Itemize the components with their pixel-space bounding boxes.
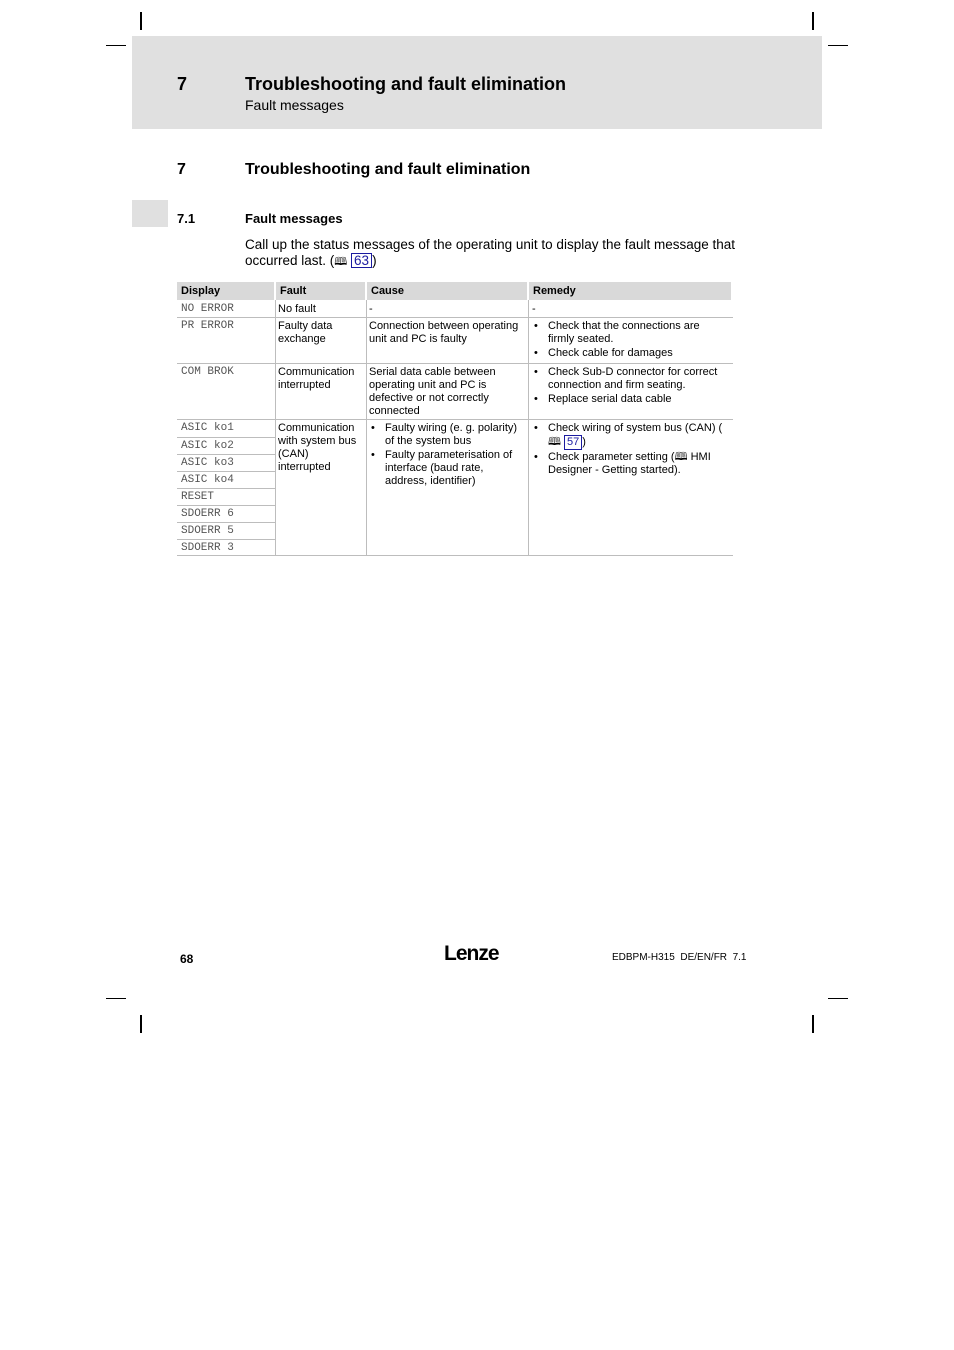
col-divider — [528, 300, 529, 556]
header-chapter-title: Troubleshooting and fault elimination — [245, 74, 566, 94]
intro-close: ) — [372, 253, 377, 268]
cell-cause: Serial data cable between operating unit and PC is defective or not correctly connected — [369, 366, 496, 417]
table-bottom-rule — [177, 555, 733, 556]
row-divider — [177, 488, 275, 489]
col-divider — [366, 300, 367, 556]
cell-cause: Connection between operating unit and PC is faulty — [369, 320, 519, 345]
row-divider — [177, 317, 733, 318]
crop-mark — [140, 1015, 142, 1033]
list-item: • Check cable for damages — [532, 347, 728, 360]
book-icon: 🕮 — [334, 256, 348, 268]
cell-display: RESET — [181, 491, 215, 503]
cell-display: PR ERROR — [181, 320, 234, 332]
col-divider — [275, 300, 276, 556]
cell-fault: Faulty data exchange — [278, 320, 333, 345]
cell-display: ASIC ko4 — [181, 474, 234, 486]
list-item: • Faulty wiring (e. g. polarity) of the system bus — [369, 422, 525, 448]
cell-cause — [369, 422, 525, 489]
cell-display: NO ERROR — [181, 303, 234, 315]
cell-remedy — [532, 366, 728, 407]
col-header-remedy: Remedy — [529, 282, 731, 300]
intro-text: Call up the status messages of the operating unit to display the fault message that occurred last. ( — [245, 237, 736, 268]
page-ref-link[interactable]: 57 — [564, 435, 582, 450]
intro-paragraph — [245, 237, 745, 270]
list-item — [532, 422, 728, 450]
col-header-fault: Fault — [276, 282, 365, 300]
list-item: • Check that the connections are firmly seated. — [532, 320, 728, 346]
section-number: 7 — [177, 161, 186, 178]
row-divider — [177, 505, 275, 506]
cell-display: SDOERR 5 — [181, 525, 234, 537]
lenze-logo: Lenze — [444, 942, 499, 965]
cell-remedy — [532, 320, 728, 361]
crop-mark — [140, 12, 142, 30]
row-divider — [177, 522, 275, 523]
crop-mark — [828, 45, 848, 46]
cell-fault: Communication interrupted — [278, 366, 355, 391]
subsection-title: Fault messages — [245, 211, 343, 226]
row-divider — [177, 419, 733, 420]
cell-remedy — [532, 422, 728, 478]
book-icon: 🕮 — [548, 436, 561, 448]
row-divider — [177, 363, 733, 364]
list-item: • Check Sub-D connector for correct connection and firm seating. — [532, 366, 728, 392]
crop-mark — [812, 1015, 814, 1033]
crop-mark — [812, 12, 814, 30]
list-item: • Replace serial data cable — [532, 393, 728, 406]
row-divider — [177, 471, 275, 472]
cell-fault: No fault — [278, 303, 316, 315]
list-item: • Faulty parameterisation of interface (baud rate, address, identifier) — [369, 449, 525, 488]
remedy-rest: HMI Designer - Getting started). — [548, 451, 711, 476]
cell-cause: - — [369, 303, 373, 315]
cell-display: ASIC ko1 — [181, 422, 234, 434]
cell-display: ASIC ko3 — [181, 457, 234, 469]
row-divider — [177, 539, 275, 540]
crop-mark — [106, 45, 126, 46]
crop-mark — [828, 998, 848, 999]
section-title: Troubleshooting and fault elimination — [245, 161, 531, 178]
remedy-text: Check wiring of system bus (CAN) ( — [548, 422, 723, 434]
header-subtitle: Fault messages — [245, 97, 344, 113]
remedy-text: Check parameter setting ( — [548, 451, 675, 463]
remedy-close: ) — [582, 436, 586, 448]
cell-fault: Communication with system bus (CAN) interrupted — [278, 422, 357, 473]
col-header-display: Display — [177, 282, 274, 300]
cell-display: ASIC ko2 — [181, 440, 234, 452]
page-ref-link[interactable]: 63 — [351, 253, 372, 268]
subsection-number: 7.1 — [177, 211, 196, 226]
book-icon: 🕮 — [674, 451, 688, 463]
page-number: 68 — [180, 952, 194, 966]
row-divider — [177, 437, 275, 438]
cell-display: COM BROK — [181, 366, 234, 378]
side-tab-marker — [132, 200, 168, 227]
row-divider — [177, 454, 275, 455]
crop-mark — [106, 998, 126, 999]
document-id: EDBPM-H315 DE/EN/FR 7.1 — [612, 952, 747, 963]
col-header-cause: Cause — [367, 282, 527, 300]
cell-display: SDOERR 3 — [181, 542, 234, 554]
header-chapter-number: 7 — [177, 74, 188, 94]
cell-remedy: - — [532, 303, 536, 315]
list-item — [532, 451, 728, 477]
cell-display: SDOERR 6 — [181, 508, 234, 520]
